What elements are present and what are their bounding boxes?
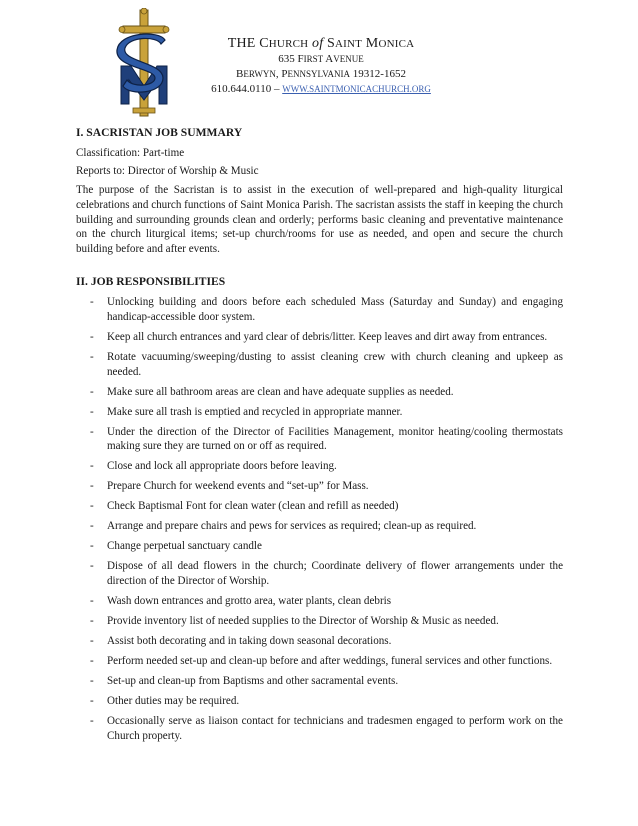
list-item: - Prepare Church for weekend events and “set-up” for Mass. xyxy=(90,480,369,493)
list-item: - Make sure all bathroom areas are clean and have adequate supplies as needed. xyxy=(90,385,454,398)
classification: Classification: Part-time xyxy=(76,146,185,159)
summary-heading: I. SACRISTAN JOB SUMMARY xyxy=(76,126,243,139)
list-item: - Under the direction of the Director of Facilities Management, monitor heating/cooling thermostats making sure they are turned on or off as required. xyxy=(90,425,563,453)
list-item: - Dispose of all dead flowers in the church; Coordinate delivery of flower arrangements under the direction of the Director of Worship. xyxy=(90,560,563,588)
church-logo-icon xyxy=(113,8,175,120)
street-address: 635 FIRST AVENUE xyxy=(278,53,364,65)
list-item: - Provide inventory list of needed supplies to the Director of Worship & Music as needed. xyxy=(90,615,499,628)
list-item: - Change perpetual sanctuary candle xyxy=(90,540,262,553)
list-item: - Make sure all trash is emptied and recycled in appropriate manner. xyxy=(90,405,403,418)
list-item: - Wash down entrances and grotto area, water plants, clean debris xyxy=(90,595,392,608)
job-description xyxy=(76,126,563,749)
contact-line: 610.644.0110 – WWW.SAINTMONICACHURCH.ORG xyxy=(211,83,431,95)
list-item: - Other duties may be required. xyxy=(90,695,240,708)
website-link[interactable]: WWW.SAINTMONICACHURCH.ORG xyxy=(282,84,431,94)
list-item: - Assist both decorating and in taking down seasonal decorations. xyxy=(90,635,392,648)
church-name: THE CHURCH of SAINT MONICA xyxy=(227,36,415,51)
phone-number: 610.644.0110 xyxy=(211,83,272,95)
list-item: - Arrange and prepare chairs and pews for services as required; clean-up as required. xyxy=(90,520,477,533)
letterhead xyxy=(186,36,456,97)
responsibilities-list xyxy=(76,295,563,743)
list-item: - Set-up and clean-up from Baptisms and other sacramental events. xyxy=(90,675,399,688)
list-item: - Check Baptismal Font for clean water (clean and refill as needed) xyxy=(90,500,399,513)
responsibilities-heading: II. JOB RESPONSIBILITIES xyxy=(76,274,226,288)
reports-to: Reports to: Director of Worship & Music xyxy=(76,165,259,178)
list-item: - Close and lock all appropriate doors before leaving. xyxy=(90,460,337,473)
list-item: - Occasionally serve as liaison contact for technicians and tradesmen engaged to perform work on the Church property. xyxy=(90,715,563,742)
list-item: - Unlocking building and doors before each scheduled Mass (Saturday and Sunday) and engaging handicap-accessible door system. xyxy=(90,296,563,324)
purpose-paragraph: The purpose of the Sacristan is to assist in the execution of well-prepared and high-quality liturgical celebrations and church functions of Saint Monica Parish. The sacristan assists the staff in keeping the church building and surrounding grounds clean and orderly; performs basic cleaning and preventative maintenance on the church liturgical items; set-up church/rooms for use as needed, and open and secure the church building before and after events. xyxy=(76,184,563,255)
list-item: - Keep all church entrances and yard clear of debris/litter. Keep leaves and dirt away from entrances. xyxy=(90,331,548,344)
list-item: - Rotate vacuuming/sweeping/dusting to assist cleaning crew with church cleaning and upkeep as needed. xyxy=(90,351,563,378)
list-item: - Perform needed set-up and clean-up before and after weddings, funeral services and other functions. xyxy=(90,655,553,668)
city-address: BERWYN, PENNSYLVANIA 19312-1652 xyxy=(236,68,406,80)
